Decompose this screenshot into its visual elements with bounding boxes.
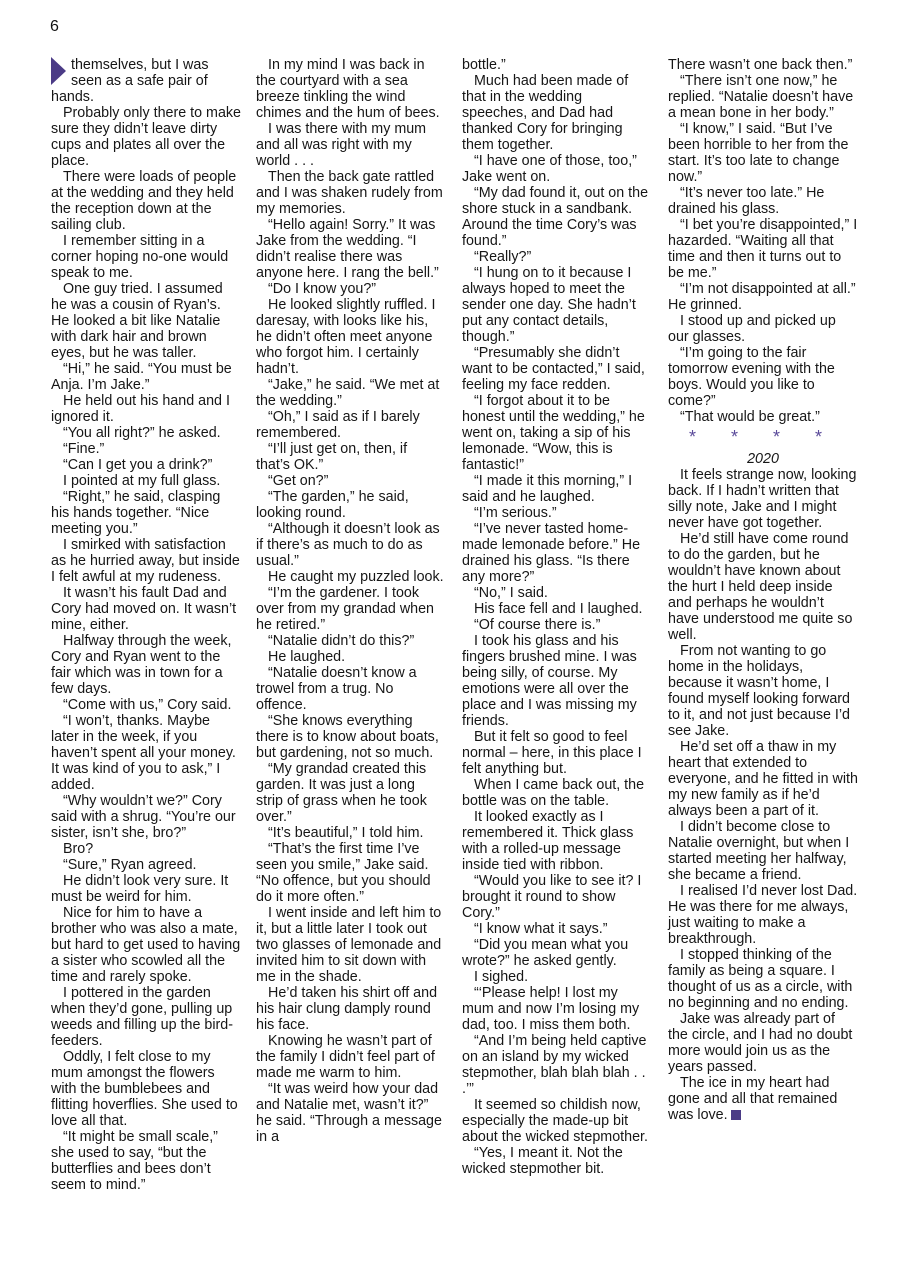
paragraph: “My dad found it, out on the shore stuck in a sandbank. Around the time Cory’s was found.” [462,185,649,249]
paragraph: There were loads of people at the wedding and they held the reception down at the sailing club. [51,169,237,233]
paragraph: I was there with my mum and all was right with my world . . . [256,121,427,169]
paragraph: I didn’t become close to Natalie overnight, but when I started meeting her halfway, she became a friend. [668,819,850,883]
paragraph: “I’m serious.” [474,505,557,521]
paragraph: “Get on?” [268,473,329,489]
paragraph: “Right,” he said, clasping his hands together. “Nice meeting you.” [51,489,221,537]
paragraph: There wasn’t one back then.” [668,57,853,73]
paragraph: “I’ll just get on, then, if that’s OK.” [256,441,408,473]
paragraph: He laughed. [268,649,346,665]
paragraph-final-text: The ice in my heart had gone and all that remained was love. [668,1075,838,1123]
paragraph: “Natalie didn’t do this?” [268,633,415,649]
paragraph: When I came back out, the bottle was on the table. [462,777,645,809]
end-marker-icon [731,1110,741,1120]
paragraph: “She knows everything there is to know about boats, but gardening, not so much. [256,713,439,761]
paragraph: He’d still have come round to do the garden, but he wouldn’t have known about the hurt I held deep inside and perhaps he wouldn’t have understood me quite so well. [668,531,853,643]
paragraph: “I’m not disappointed at all.” He grinned. [668,281,856,313]
paragraph: “There isn’t one now,” he replied. “Natalie doesn’t have a mean bone in her body.” [668,73,854,121]
paragraph: “And I’m being held captive on an island by my wicked stepmother, blah blah blah . . .’” [462,1033,647,1097]
paragraph: Much had been made of that in the wedding speeches, and Dad had thanked Cory for bringing them together. [462,73,629,153]
paragraph: Nice for him to have a brother who was also a mate, but hard to get used to having a sister who scowled all the time and rarely spoke. [51,905,241,985]
paragraph: Jake was already part of the circle, and I had no doubt more would join us as the years passed. [668,1011,853,1075]
paragraph: “I won’t, thanks. Maybe later in the week, if you haven’t spent all your money. It was kind of you to ask,” I added. [51,713,236,793]
paragraph: “The garden,” he said, looking round. [256,489,409,521]
paragraph: “I bet you’re disappointed,” I hazarded. “Waiting all that time and then it turns out to be me.” [668,217,858,281]
paragraph: I pottered in the garden when they’d gone, pulling up weeds and filling up the bird-feeders. [51,985,233,1049]
paragraph: He’d taken his shirt off and his hair clung damply round his face. [256,985,438,1033]
paragraph: It looked exactly as I remembered it. Thick glass with a rolled-up message inside tied with ribbon. [462,809,634,873]
paragraph: “I have one of those, too,” Jake went on. [462,153,637,185]
paragraph: “No,” I said. [474,585,548,601]
paragraph: bottle.” [462,57,506,73]
paragraph: I stood up and picked up our glasses. [668,313,836,345]
paragraph: It wasn’t his fault Dad and Cory had moved on. It wasn’t mine, either. [51,585,237,633]
paragraph: “Yes, I meant it. Not the wicked stepmother bit. [462,1145,623,1177]
paragraph: “It’s never too late.” He drained his glass. [668,185,825,217]
paragraph: “Of course there is.” [474,617,601,633]
paragraph: “Sure,” Ryan agreed. [63,857,197,873]
paragraph-final [668,1075,858,1123]
paragraph: But it felt so good to feel normal – here, in this place I felt anything but. [462,729,642,777]
paragraph: Then the back gate rattled and I was shaken rudely from my memories. [256,169,443,217]
paragraph: “Come with us,” Cory said. [63,697,232,713]
paragraph: “That would be great.” [680,409,820,425]
paragraph: “Jake,” he said. “We met at the wedding.” [256,377,440,409]
text-column-2 [256,57,444,1145]
paragraph: I pointed at my full glass. [63,473,221,489]
paragraph: In my mind I was back in the courtyard with a sea breeze tinkling the wind chimes and the hum of bees. [256,57,440,121]
paragraph: “I made it this morning,” I said and he laughed. [462,473,633,505]
paragraph: “Fine.” [63,441,105,457]
section-year: 2020 [747,451,779,467]
paragraph: “It was weird how your dad and Natalie met, wasn’t it?” he said. “Through a message in a [256,1081,442,1145]
paragraph: “My grandad created this garden. It was just a long strip of grass when he took over.” [256,761,427,825]
start-marker-icon [51,57,66,85]
paragraph: “I’m going to the fair tomorrow evening with the boys. Would you like to come?” [668,345,835,409]
paragraph: “Why wouldn’t we?” Cory said with a shrug. “You’re our sister, isn’t she, bro?” [51,793,236,841]
paragraph: I went inside and left him to it, but a little later I took out two glasses of lemonade and invited him to sit down with me in the shade. [256,905,442,985]
paragraph: I took his glass and his fingers brushed mine. I was being silly, of course. My emotions were all over the place and I was missing my friends. [462,633,637,729]
paragraph: He held out his hand and I ignored it. [51,393,230,425]
paragraph: “I’ve never tasted home-made lemonade before.” He drained his glass. “Is there any more?” [462,521,641,585]
page-number: 6 [50,18,59,35]
paragraph: “I know,” I said. “But I’ve been horrible to her from the start. It’s too late to change now.” [668,121,849,185]
paragraph: Probably only there to make sure they didn’t leave dirty cups and plates all over the place. [51,105,242,169]
text-column-1 [51,57,241,1193]
paragraph: “Do I know you?” [268,281,377,297]
paragraph: Oddly, I felt close to my mum amongst the flowers with the bumblebees and flitting hoverflies. She used to love all that. [51,1049,238,1129]
paragraph: One guy tried. I assumed he was a cousin of Ryan’s. He looked a bit like Natalie with dark hair and brown eyes, but he was taller. [51,281,223,361]
paragraph: “‘Please help! I lost my mum and now I’m losing my dad, too. I miss them both. [462,985,640,1033]
paragraph: He didn’t look very sure. It must be weird for him. [51,873,229,905]
paragraph: “It’s beautiful,” I told him. [268,825,424,841]
paragraph: I remember sitting in a corner hoping no-one would speak to me. [51,233,229,281]
paragraph: themselves, but I was seen as a safe pair of hands. [51,57,209,105]
paragraph: He looked slightly ruffled. I daresay, with looks like his, he didn’t often meet anyone who forgot him. I certainly hadn’t. [256,297,436,377]
paragraph: “Natalie doesn’t know a trowel from a trug. No offence. [256,665,417,713]
paragraph: “Did you mean what you wrote?” he asked gently. [462,937,629,969]
paragraph: His face fell and I laughed. [474,601,643,617]
paragraph: Knowing he wasn’t part of the family I didn’t feel part of made me warm to him. [256,1033,435,1081]
paragraph: “Hello again! Sorry.” It was Jake from the wedding. “I didn’t realise there was anyone here. I rang the bell.” [256,217,439,281]
paragraph: “You all right?” he asked. [63,425,221,441]
paragraph: “I hung on to it because I always hoped to meet the sender one day. She hadn’t put any contact details, though.” [462,265,636,345]
paragraph: He caught my puzzled look. [268,569,444,585]
paragraph: I smirked with satisfaction as he hurried away, but inside I felt awful at my rudeness. [51,537,240,585]
paragraph: “Although it doesn’t look as if there’s as much to do as usual.” [256,521,440,569]
text-column-4 [668,57,858,1123]
paragraph: I realised I’d never lost Dad. He was there for me always, just waiting to make a breakthrough. [668,883,858,947]
section-separator: * * * * [688,427,838,447]
paragraph: Halfway through the week, Cory and Ryan went to the fair which was in town for a few days. [51,633,232,697]
paragraph: Bro? [63,841,94,857]
paragraph: “I forgot about it to be honest until the wedding,” he went on, taking a sip of his lemonade. “Wow, this is fantastic!” [462,393,645,473]
paragraph: “I’m the gardener. I took over from my grandad when he retired.” [256,585,434,633]
paragraph: “Can I get you a drink?” [63,457,213,473]
paragraph: I sighed. [474,969,529,985]
paragraph: I stopped thinking of the family as being a square. I thought of us as a circle, with no beginning and no ending. [668,947,853,1011]
paragraph: It seemed so childish now, especially the made-up bit about the wicked stepmother. [462,1097,648,1145]
paragraph: It feels strange now, looking back. If I hadn’t written that silly note, Jake and I might never have got together. [668,467,857,531]
paragraph: “Really?” [474,249,532,265]
paragraph: “Presumably she didn’t want to be contacted,” I said, feeling my face redden. [462,345,645,393]
paragraph: He’d set off a thaw in my heart that extended to everyone, and he fitted in with my new family as if he’d always been a part of it. [668,739,858,819]
paragraph: “That’s the first time I’ve seen you smile,” Jake said. “No offence, but you should do it more often.” [256,841,431,905]
paragraph: “I know what it says.” [474,921,608,937]
paragraph: “Would you like to see it? I brought it round to show Cory.” [462,873,642,921]
paragraph: From not wanting to go home in the holidays, because it wasn’t home, I found myself looking forward to it, and not just because I’d see Jake. [668,643,851,739]
paragraph: “Oh,” I said as if I barely remembered. [256,409,420,441]
paragraph: “Hi,” he said. “You must be Anja. I’m Jake.” [51,361,232,393]
paragraph: “It might be small scale,” she used to say, “but the butterflies and bees don’t seem to mind.” [51,1129,218,1193]
text-column-3 [462,57,650,1177]
